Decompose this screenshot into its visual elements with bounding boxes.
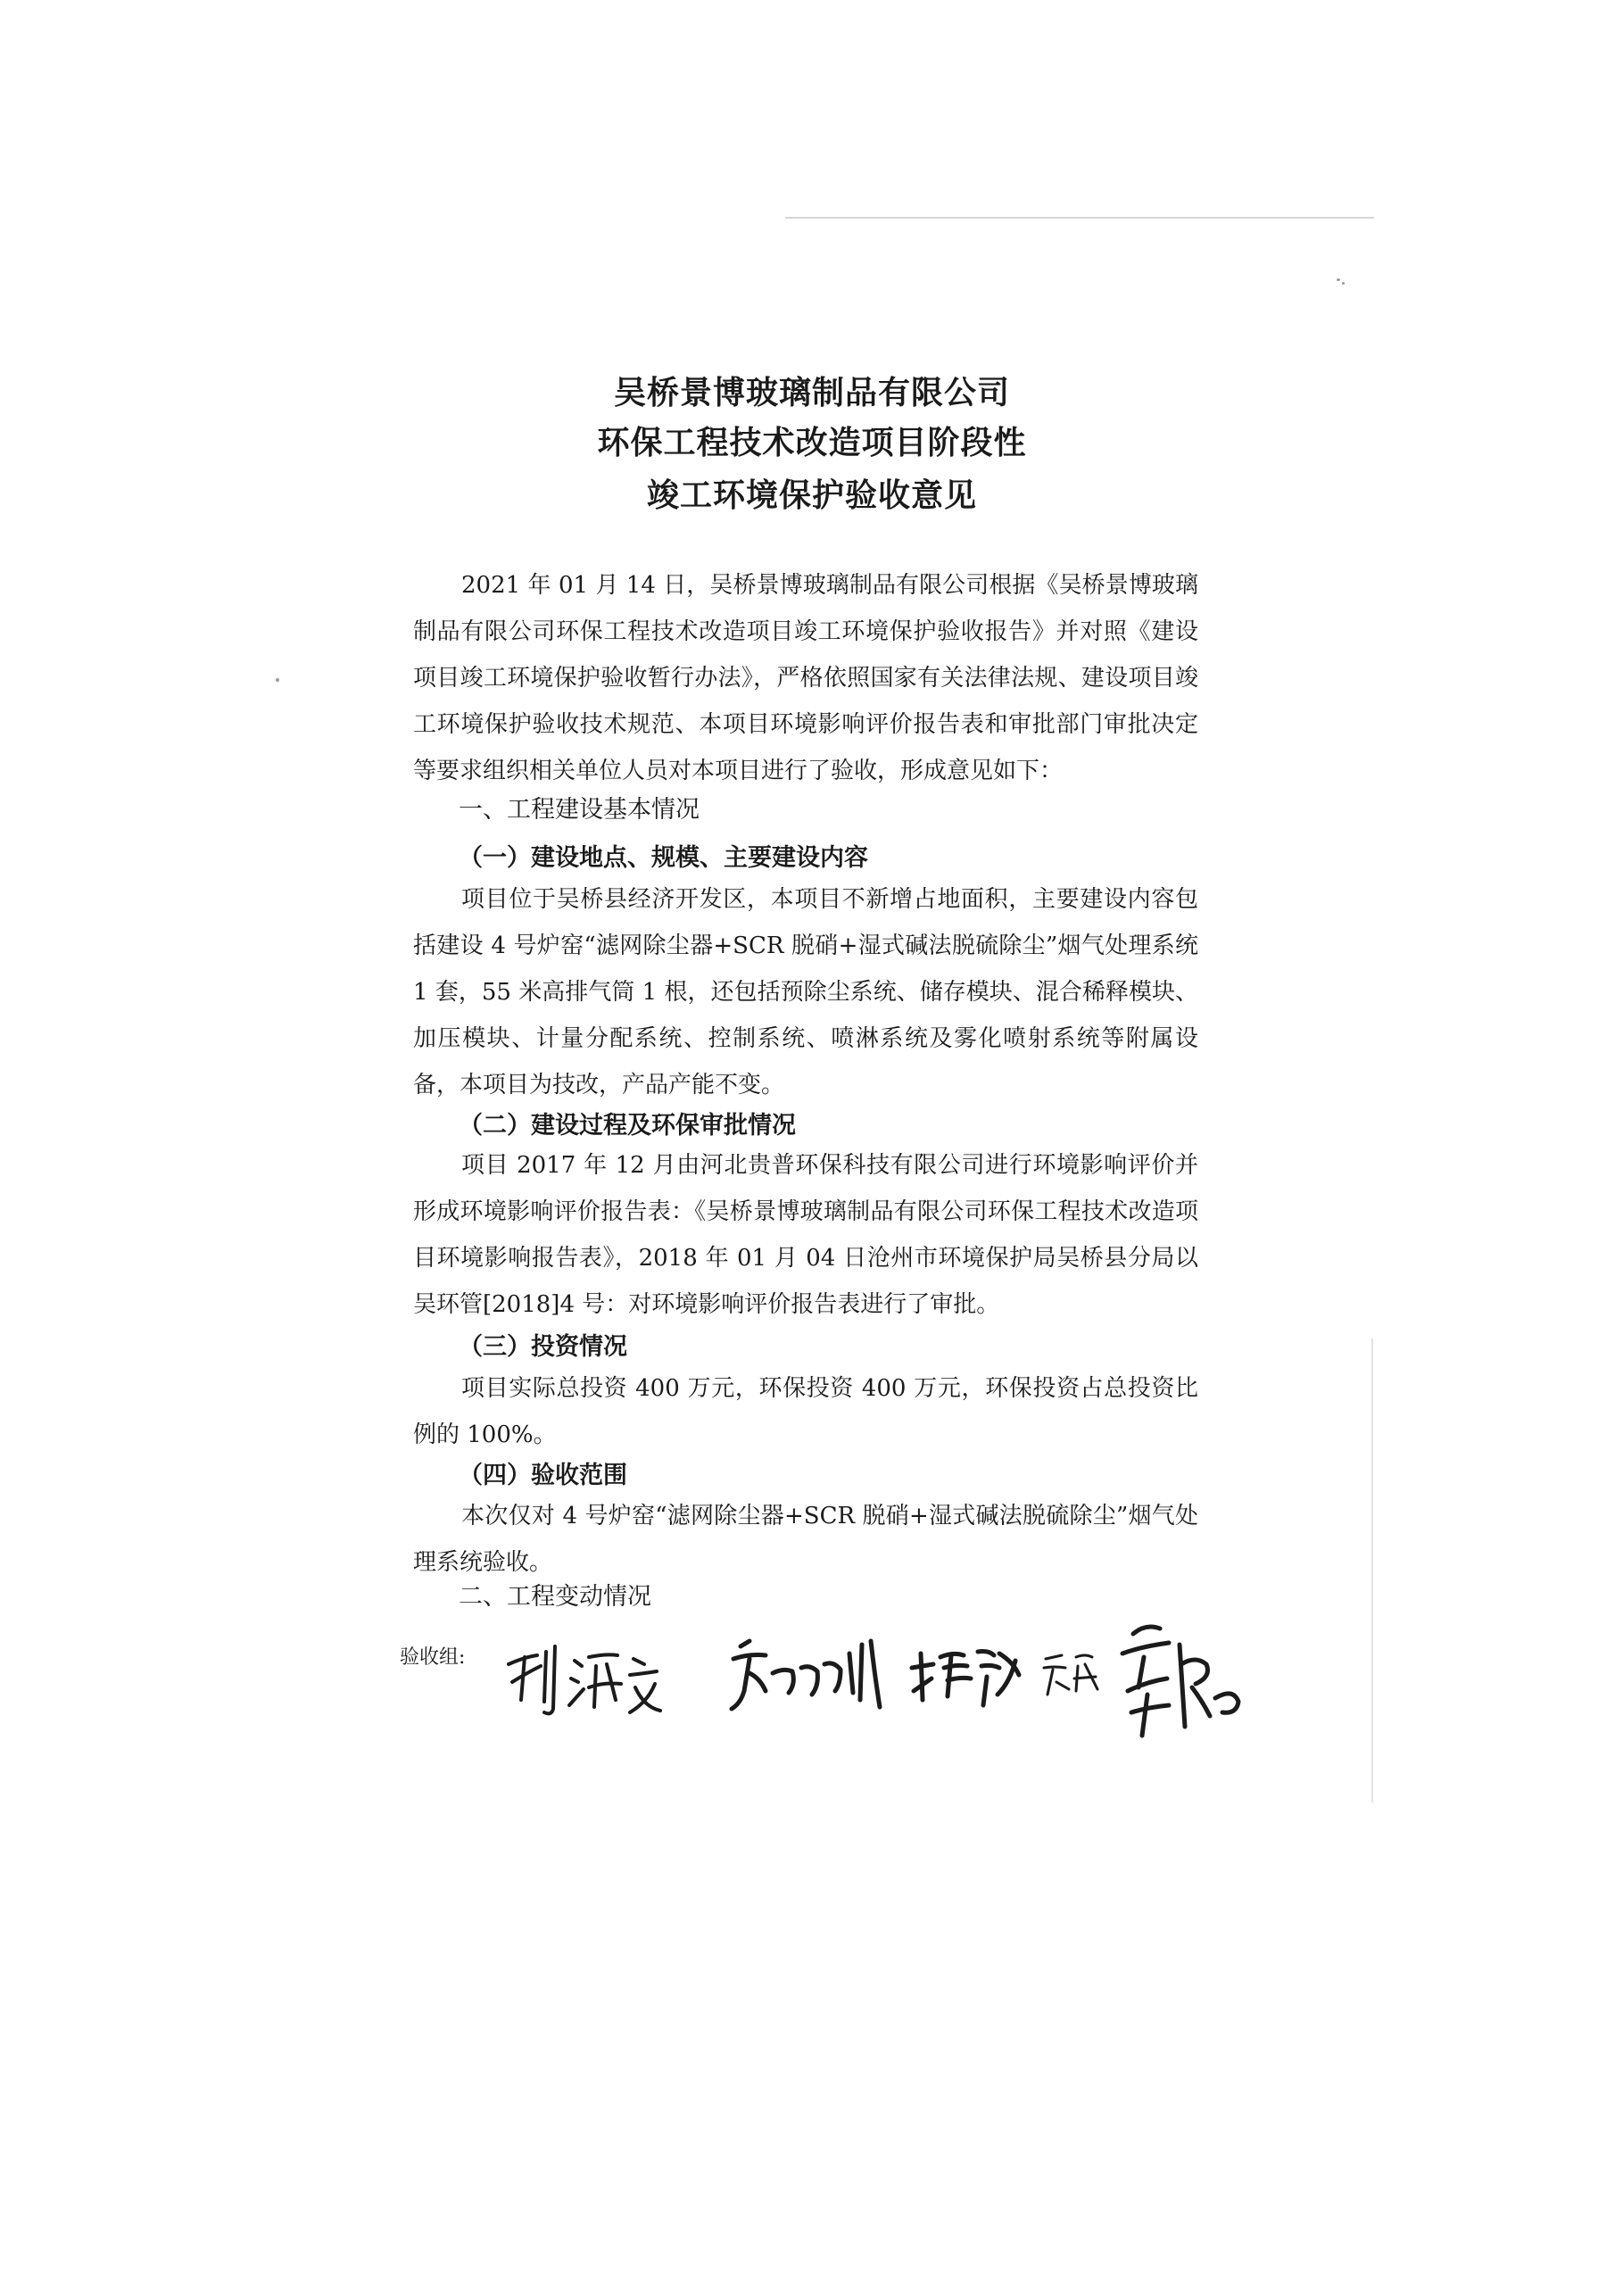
scan-artifact-line (785, 217, 1374, 219)
section-heading-2: 二、工程变动情况 (459, 1583, 651, 1611)
subsection-heading-3: （三）投资情况 (459, 1333, 627, 1361)
signature-label: 验收组: (400, 1646, 466, 1669)
scan-speck (1342, 282, 1345, 285)
subsection-heading-1: （一）建设地点、规模、主要建设内容 (459, 844, 868, 872)
subsection-2-text: 项目 2017 年 12 月由河北贵普环保科技有限公司进行环境影响评价并形成环境影响评价报告表：《吴桥景博玻璃制品有限公司环保工程技术改造项目环境影响报告表》，2018 年 01 月 04 日沧州市环境保护局吴桥县分局以吴环管[2018]4 号：对环境影响评价报告表进行了审批。 (413, 1152, 1198, 1318)
subsection-4-text: 本次仅对 4 号炉窑“滤网除尘器+SCR 脱硝+湿式碱法脱硫除尘”烟气处理系统验收。 (413, 1503, 1198, 1576)
subsection-3-text: 项目实际总投资 400 万元，环保投资 400 万元，环保投资占总投资比例的 100%。 (413, 1375, 1198, 1448)
section-heading-1: 一、工程建设基本情况 (459, 796, 700, 824)
document-title-line-1: 吴桥景博玻璃制品有限公司 (613, 374, 1010, 411)
scan-artifact-edge (1371, 1339, 1373, 1803)
signature-2 (732, 1641, 880, 1709)
document-title-line-3: 竣工环境保护验收意见 (646, 477, 977, 514)
subsection-heading-4: （四）验收范围 (459, 1462, 627, 1489)
scan-speck (1337, 278, 1340, 281)
intro-paragraph: 2021 年 01 月 14 日，吴桥景博玻璃制品有限公司根据《吴桥景博玻璃制品有限公司环保工程技术改造项目竣工环境保护验收报告》并对照《建设项目竣工环境保护验收暂行办法》，严格依照国家有关法律法规、建设项目竣工环境保护验收技术规范、本项目环境影响评价报告表和审批部门审批决定等要求组织相关单位人员对本项目进行了验收，形成意见如下： (413, 572, 1198, 784)
subsection-heading-2: （二）建设过程及环保审批情况 (459, 1112, 796, 1140)
signature-4 (1044, 1655, 1097, 1695)
document-title-line-2: 环保工程技术改造项目阶段性 (597, 424, 1027, 461)
scan-speck (276, 678, 279, 682)
subsection-1-text: 项目位于吴桥县经济开发区，本项目不新增占地面积，主要建设内容包括建设 4 号炉窑“滤网除尘器+SCR 脱硝+湿式碱法脱硫除尘”烟气处理系统 1 套，55 米高排气筒 1 根，还包括预除尘系统、储存模块、混合稀释模块、加压模块、计量分配系统、控制系统、喷淋系统及雾化喷射系统等附属设备，本项目为技改，产品产能不变。 (413, 886, 1198, 1098)
signature-1 (509, 1646, 660, 1713)
signature-3 (912, 1652, 1019, 1706)
handwritten-signatures (482, 1602, 1338, 1780)
signature-5 (1122, 1627, 1238, 1736)
